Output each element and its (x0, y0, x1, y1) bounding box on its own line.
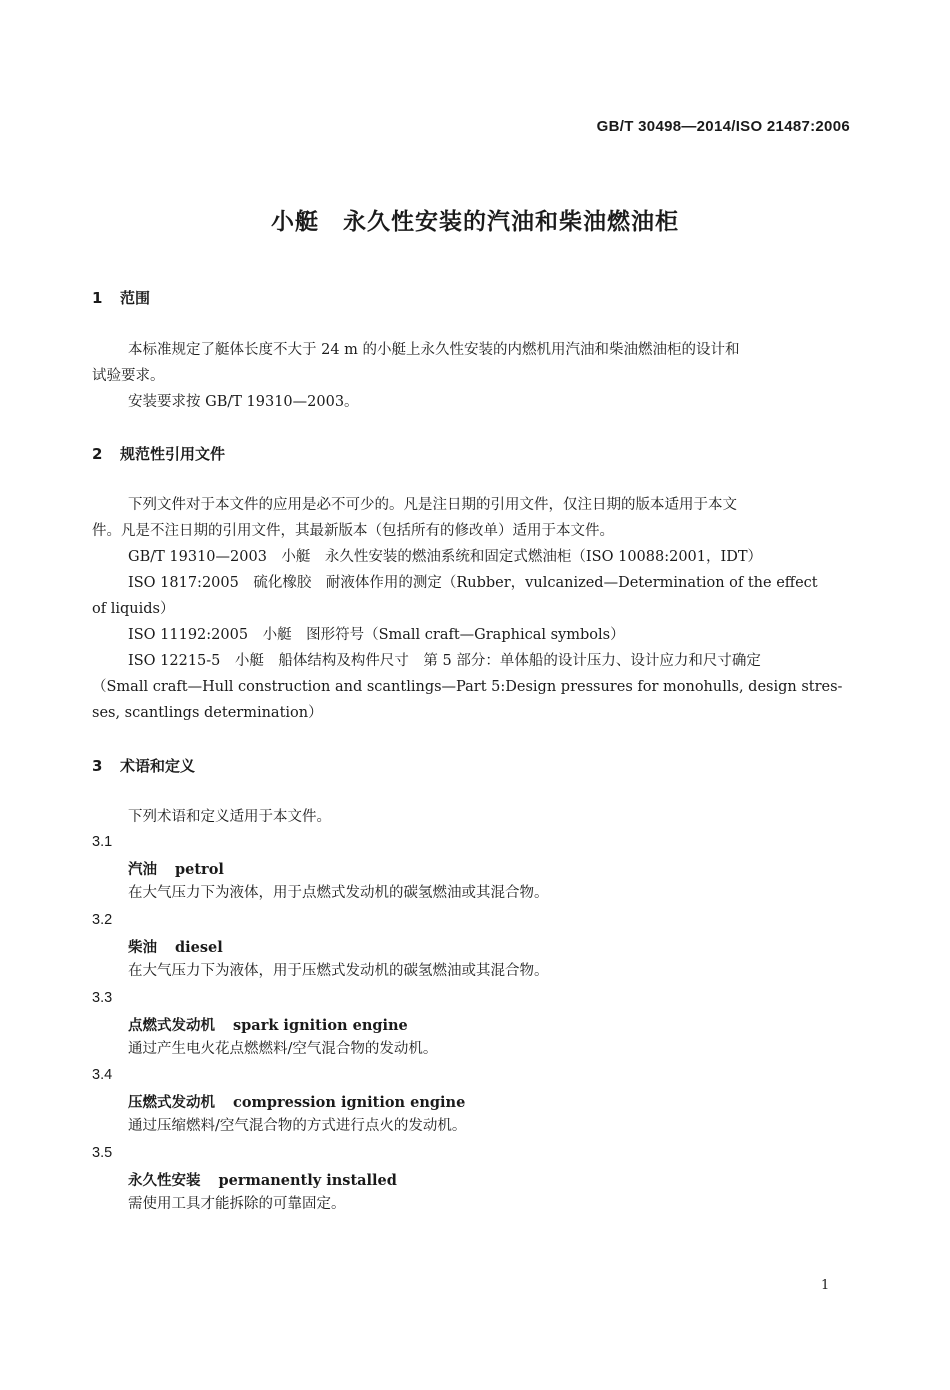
reference-item-cont: ses, scantlings determination） (92, 705, 323, 721)
reference-item-cont: of liquids） (92, 601, 175, 617)
section-title: 术语和定义 (120, 757, 196, 775)
term-en: petrol (175, 861, 224, 878)
term-definition: 需使用工具才能拆除的可靠固定。 (128, 1196, 346, 1212)
term-heading (128, 1091, 465, 1112)
term-number: 3.3 (92, 990, 113, 1006)
term-number: 3.1 (92, 834, 113, 850)
term-zh: 压燃式发动机 (128, 1094, 215, 1111)
page-number: 1 (821, 1278, 830, 1293)
standard-code: GB/T 30498—2014/ISO 21487:2006 (596, 118, 850, 135)
term-number: 3.5 (92, 1145, 113, 1161)
reference-item-cont: （Small craft—Hull construction and scantlings—Part 5:Design pressures for monohulls, design stres- (92, 679, 843, 695)
term-heading (128, 858, 224, 879)
paragraph-line: 件。凡是不注日期的引用文件，其最新版本（包括所有的修改单）适用于本文件。 (92, 523, 614, 539)
term-en: diesel (175, 939, 223, 956)
term-number: 3.4 (92, 1067, 113, 1083)
term-definition: 在大气压力下为液体，用于压燃式发动机的碳氢燃油或其混合物。 (128, 963, 549, 979)
reference-item: ISO 1817:2005 硫化橡胶 耐液体作用的测定（Rubber，vulcanized—Determination of the effect (128, 575, 818, 591)
paragraph: 安装要求按 GB/T 19310—2003。 (128, 394, 359, 410)
section-1-heading (92, 287, 150, 308)
term-heading (128, 936, 223, 957)
term-heading (128, 1014, 408, 1035)
term-definition: 在大气压力下为液体，用于点燃式发动机的碳氢燃油或其混合物。 (128, 885, 549, 901)
term-heading (128, 1169, 397, 1190)
term-zh: 点燃式发动机 (128, 1017, 215, 1034)
reference-item: ISO 12215-5 小艇 船体结构及构件尺寸 第 5 部分：单体船的设计压力、设计应力和尺寸确定 (128, 653, 761, 669)
section-number: 1 (92, 289, 103, 307)
section-number: 3 (92, 757, 103, 775)
section-number: 2 (92, 445, 103, 463)
term-zh: 永久性安装 (128, 1172, 201, 1189)
paragraph-line: 下列文件对于本文件的应用是必不可少的。凡是注日期的引用文件，仅注日期的版本适用于本文 (128, 497, 737, 513)
term-zh: 柴油 (128, 939, 157, 956)
paragraph-line: 试验要求。 (92, 368, 165, 384)
term-definition: 通过压缩燃料/空气混合物的方式进行点火的发动机。 (128, 1118, 467, 1134)
reference-item: GB/T 19310—2003 小艇 永久性安装的燃油系统和固定式燃油柜（ISO 10088:2001，IDT） (128, 549, 763, 565)
section-title: 规范性引用文件 (120, 445, 226, 463)
document-title: 小艇 永久性安装的汽油和柴油燃油柜 (271, 209, 679, 235)
term-en: spark ignition engine (233, 1017, 408, 1034)
section-3-heading (92, 755, 195, 776)
paragraph-line: 本标准规定了艇体长度不大于 24 m 的小艇上永久性安装的内燃机用汽油和柴油燃油柜的设计和 (128, 342, 740, 358)
section-2-heading (92, 443, 225, 464)
term-en: permanently installed (218, 1172, 397, 1189)
term-definition: 通过产生电火花点燃燃料/空气混合物的发动机。 (128, 1041, 438, 1057)
section-title: 范围 (120, 289, 151, 307)
paragraph: 下列术语和定义适用于本文件。 (128, 809, 331, 825)
term-en: compression ignition engine (233, 1094, 466, 1111)
reference-item: ISO 11192:2005 小艇 图形符号（Small craft—Graphical symbols） (128, 627, 625, 643)
term-number: 3.2 (92, 912, 113, 928)
term-zh: 汽油 (128, 861, 157, 878)
